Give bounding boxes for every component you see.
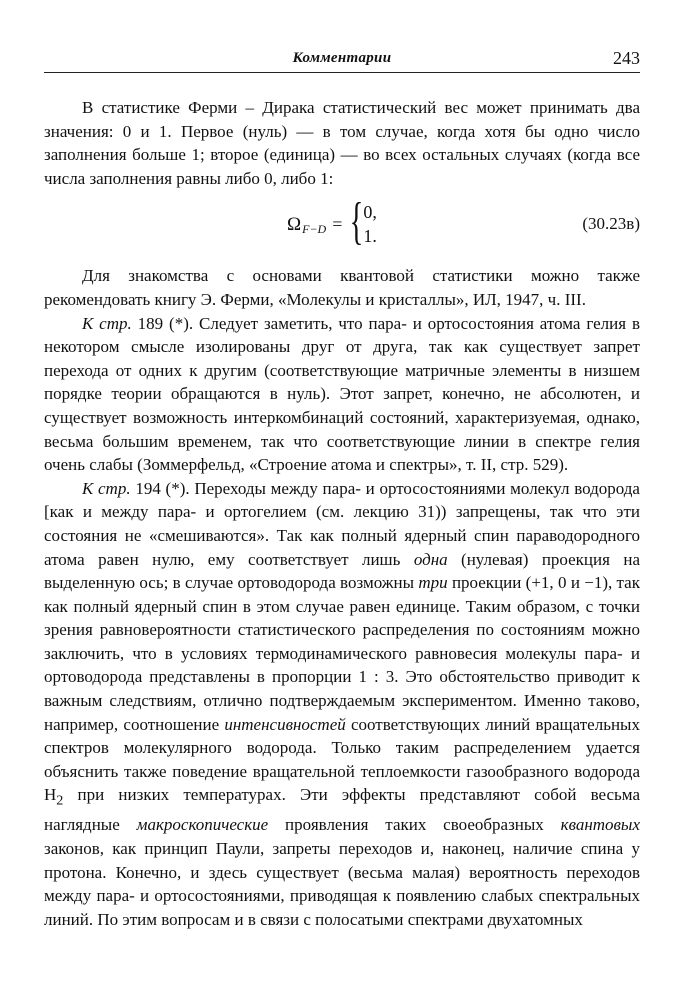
- paragraph-194-text-d: соответствующих линий вращательных спектров молекулярного водорода. Только таким распределением удается объяснить также поведение вращательной теплоемкости газообразного водорода H: [44, 714, 640, 805]
- formula-subscript: F−D: [302, 221, 327, 236]
- emphasis-tri: три: [418, 573, 448, 593]
- formula-30-23v: [44, 190, 640, 264]
- paragraph-194-text-g: законов, как принцип Паули, запреты переходов и, наконец, наличие спина у протона. Конечно, и здесь существует (весьма малая) вероятность переходов между пара- и ортосостояниями, приводящая к появлению слабых спектральных линий. По этим вопросам и в связи с полосатыми спектрами двухатомных: [44, 839, 640, 929]
- formula-case-one: 1.: [363, 226, 377, 247]
- header-title: Комментарии: [292, 50, 392, 66]
- page-number: 243: [613, 48, 640, 68]
- page-ref-194: К стр.: [82, 478, 131, 498]
- emphasis-kvantovykh: квантовых: [560, 815, 640, 835]
- body-text: [44, 96, 640, 931]
- running-header: [44, 50, 640, 73]
- paragraph-189-text: 189 (*). Следует заметить, что пара- и ортосостояния атома гелия в некотором смысле изолированы друг от друга, так как существует запрет перехода от одних к другим (соответствующие матричные элементы в низшем порядке теории обращаются в нуль). Этот запрет, конечно, не абсолютен, и существует возможность интеркомбинаций состояний, характеризуемая, однако, весьма большим временем, так что соответствующие линии в спектре гелия очень слабы (Зоммерфельд, «Строение атома и спектры», т. II, стр. 529).: [44, 313, 640, 475]
- paragraph-fermi-book: Для знакомства с основами квантовой статистики можно также рекомендовать книгу Э. Ферми, «Молекулы и кристаллы», ИЛ, 1947, ч. III.: [44, 266, 640, 309]
- formula-case-zero: 0,: [363, 202, 377, 223]
- paragraph-page-194: [44, 477, 640, 932]
- paragraph-194-text-e: при низких температурах. Эти эффекты представляют собой весьма наглядные: [44, 785, 640, 835]
- equation-number: (30.23в): [582, 214, 640, 234]
- paragraph-page-189: [44, 312, 640, 477]
- formula-brace: {: [349, 193, 364, 251]
- page-ref-189: К стр.: [82, 313, 132, 333]
- paragraph-194-text-f: проявления таких своеобразных: [268, 815, 561, 835]
- paragraph-194-text-a: 194 (*). Переходы между пара- и ортосостояниями молекул водорода [как и между пара- и ортогелием (см. лекцию 31)) запрещены, так что эти состояния не «смешиваются». Так как полный ядерный спин параводородного атома равен нулю, ему соответствует лишь: [44, 478, 640, 569]
- emphasis-odna: одна: [413, 549, 448, 569]
- formula-expression: [287, 194, 377, 254]
- formula-omega: Ω: [287, 213, 302, 235]
- formula-equals: =: [332, 213, 343, 234]
- emphasis-intensivnostei: интенсивностей: [224, 714, 346, 734]
- paragraph-194-text-c: проекции (+1, 0 и −1), так как полный ядерный спин в этом случае равен единице. Таким образом, с точки зрения равновероятности статистического распределения по состояниям можно заключить, что в условиях термодинамического равновесия молекулы пара- и ортоводорода представлены в пропорции 1 : 3. Это обстоятельство приводит к важным следствиям, отлично подтверждаемым экспериментом. Именно таково, например, соотношение: [44, 573, 640, 734]
- formula-cases: [363, 200, 377, 248]
- h2-subscript: 2: [56, 792, 64, 809]
- emphasis-makroskopicheskie: макроскопические: [136, 815, 269, 835]
- paragraph-fermi-dirac: В статистике Ферми – Дирака статистический вес может принимать два значения: 0 и 1. Первое (нуль) — в том случае, когда хотя бы одно число заполнения больше 1; второе (единица) — во всех остальных случаях (когда все числа заполнения равны либо 0, либо 1:: [44, 98, 640, 188]
- paragraph-194-text-b: (нулевая) проекция на выделенную ось; в случае ортоводорода возможны: [44, 549, 640, 593]
